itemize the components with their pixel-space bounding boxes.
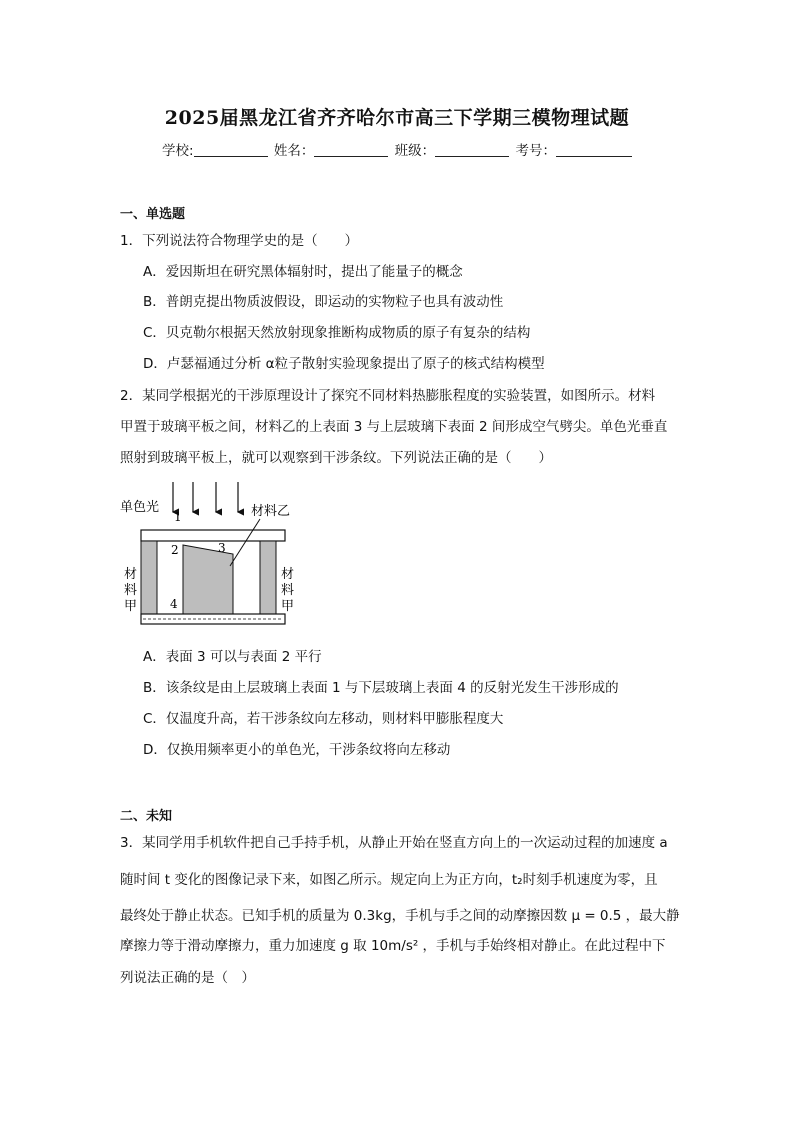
question-3-stem-line-1: 3．某同学用手机软件把自己手持手机，从静止开始在竖直方向上的一次运动过程的加速度 a [120,835,668,851]
question-1-option-a[interactable]: A．爱因斯坦在研究黑体辐射时，提出了能量子的概念 [143,264,463,280]
question-1-option-b[interactable]: B．普朗克提出物质波假设，即运动的实物粒子也具有波动性 [143,294,504,310]
question-1-option-c[interactable]: C．贝克勒尔根据天然放射现象推断构成物质的原子有复杂的结构 [143,325,531,341]
material-a-label-left-3: 甲 [124,599,138,614]
page-title: 2025届黑龙江省齐齐哈尔市高三下学期三模物理试题 [164,107,630,129]
question-2-stem-line-3: 照射到玻璃平板上，就可以观察到干涉条纹。下列说法正确的是（ ） [120,450,552,466]
light-label: 单色光 [120,500,160,515]
surface-label-2: 2 [171,543,179,557]
upper-glass-plate [141,530,285,541]
material-a-label-left-2: 料 [124,583,138,598]
material-b-label: 材料乙 [251,504,291,519]
question-1-option-d[interactable]: D．卢瑟福通过分析 α粒子散射实验现象提出了原子的核式结构模型 [143,356,545,372]
exam-no-blank[interactable] [556,144,632,157]
material-b-block [183,545,233,614]
question-3-stem-line-2: 随时间 t 变化的图像记录下来，如图乙所示。规定向上为正方向，t₂时刻手机速度为零，且 [120,872,658,888]
question-2-stem-line-1: 2．某同学根据光的干涉原理设计了探究不同材料热膨胀程度的实验装置，如图所示。材料 [120,388,656,404]
student-info-line [162,139,634,159]
question-3-stem-line-4: 摩擦力等于滑动摩擦力，重力加速度 g 取 10m/s² ，手机与手始终相对静止。在此过程中下 [120,938,666,954]
material-a-label-right-3: 甲 [281,599,295,614]
material-a-label-right-1: 材 [281,567,295,582]
class-label: 班级： [394,143,436,159]
school-blank[interactable] [194,144,268,157]
material-a-left [141,541,157,614]
name-label: 姓名： [273,143,315,159]
question-2-option-d[interactable]: D．仅换用频率更小的单色光，干涉条纹将向左移动 [143,742,451,758]
question-3-stem-line-3: 最终处于静止状态。已知手机的质量为 0.3kg，手机与手之间的动摩擦因数 μ = 0.5 ，最大静 [120,908,680,924]
name-blank[interactable] [314,144,388,157]
surface-label-3: 3 [218,541,226,555]
surface-label-1: 1 [174,510,182,524]
exam-no-label: 考号： [515,143,556,159]
air-wedge-apparatus-figure [118,478,308,630]
question-2-option-a[interactable]: A．表面 3 可以与表面 2 平行 [143,649,322,665]
question-1-stem: 1．下列说法符合物理学史的是（ ） [120,233,359,249]
section-heading-single-choice: 一、单选题 [120,207,186,222]
material-b-pointer [230,519,260,566]
question-3-stem-line-5: 列说法正确的是（ ） [120,970,255,986]
question-2-option-c[interactable]: C．仅温度升高，若干涉条纹向左移动，则材料甲膨胀程度大 [143,711,504,727]
material-a-label-left-1: 材 [124,567,138,582]
question-2-option-b[interactable]: B．该条纹是由上层玻璃上表面 1 与下层玻璃上表面 4 的反射光发生干涉形成的 [143,680,619,696]
material-a-right [260,541,276,614]
section-heading-unknown: 二、未知 [120,809,173,824]
school-label: 学校: [162,143,194,159]
class-blank[interactable] [435,144,509,157]
material-a-label-right-2: 料 [281,583,295,598]
surface-label-4: 4 [170,597,178,611]
question-2-stem-line-2: 甲置于玻璃平板之间，材料乙的上表面 3 与上层玻璃下表面 2 间形成空气劈尖。单色光垂直 [120,419,668,435]
